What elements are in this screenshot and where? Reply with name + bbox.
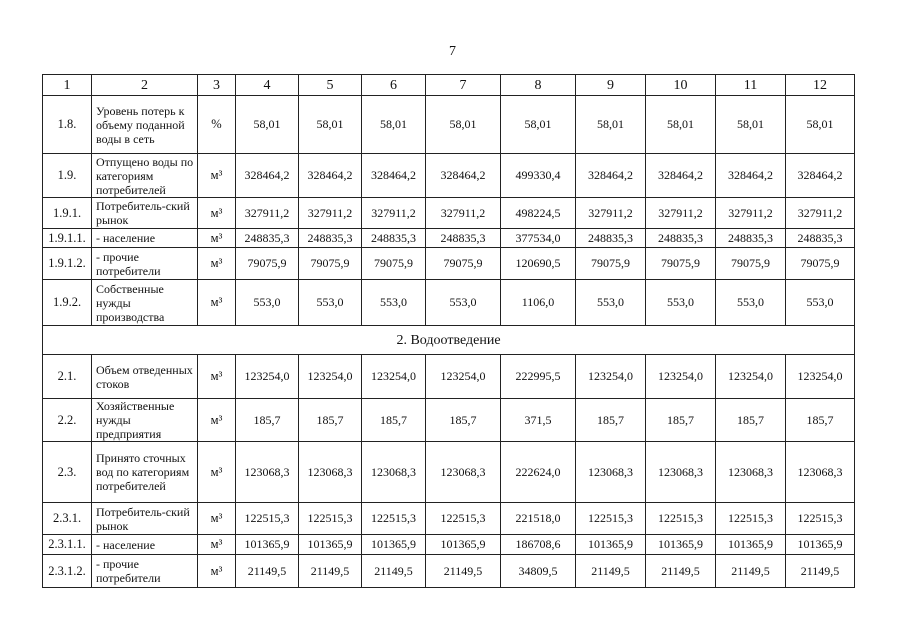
value-cell: 327911,2 (786, 198, 855, 229)
row-name: Потребитель-ский рынок (92, 198, 198, 229)
value-cell: 248835,3 (646, 229, 716, 248)
value-cell: 79075,9 (236, 248, 299, 280)
row-name: Уровень потерь к объему поданной воды в сеть (92, 96, 198, 154)
row-code: 1.9.2. (43, 280, 92, 326)
value-cell: 185,7 (426, 399, 501, 442)
value-cell: 327911,2 (426, 198, 501, 229)
value-cell: 553,0 (362, 280, 426, 326)
value-cell: 328464,2 (716, 154, 786, 198)
table-row (43, 198, 855, 229)
value-cell: 248835,3 (786, 229, 855, 248)
value-cell: 21149,5 (299, 555, 362, 588)
table-row (43, 503, 855, 535)
value-cell: 123254,0 (716, 355, 786, 399)
value-cell: 327911,2 (299, 198, 362, 229)
value-cell: 58,01 (362, 96, 426, 154)
value-cell: 327911,2 (646, 198, 716, 229)
value-cell: 101365,9 (426, 535, 501, 555)
value-cell: 553,0 (786, 280, 855, 326)
header-row (43, 75, 855, 96)
value-cell: 377534,0 (501, 229, 576, 248)
value-cell: 1106,0 (501, 280, 576, 326)
value-cell: 122515,3 (786, 503, 855, 535)
header-cell: 7 (426, 75, 501, 96)
row-code: 2.3. (43, 442, 92, 503)
value-cell: 123254,0 (576, 355, 646, 399)
value-cell: 122515,3 (426, 503, 501, 535)
row-name: - прочие потребители (92, 555, 198, 588)
value-cell: 34809,5 (501, 555, 576, 588)
value-cell: 248835,3 (716, 229, 786, 248)
value-cell: 498224,5 (501, 198, 576, 229)
value-cell: 58,01 (299, 96, 362, 154)
value-cell: 79075,9 (716, 248, 786, 280)
row-code: 1.9. (43, 154, 92, 198)
value-cell: 123254,0 (362, 355, 426, 399)
row-name: Собственные нужды производства (92, 280, 198, 326)
value-cell: 327911,2 (576, 198, 646, 229)
value-cell: 21149,5 (716, 555, 786, 588)
value-cell: 248835,3 (362, 229, 426, 248)
value-cell: 185,7 (786, 399, 855, 442)
header-cell: 3 (198, 75, 236, 96)
header-cell: 10 (646, 75, 716, 96)
section-title: 2. Водоотведение (43, 326, 855, 355)
table-row (43, 154, 855, 198)
value-cell: 58,01 (501, 96, 576, 154)
row-unit: м³ (198, 399, 236, 442)
value-cell: 21149,5 (576, 555, 646, 588)
value-cell: 185,7 (236, 399, 299, 442)
header-cell: 4 (236, 75, 299, 96)
value-cell: 123254,0 (236, 355, 299, 399)
row-name: - население (92, 229, 198, 248)
value-cell: 553,0 (236, 280, 299, 326)
row-unit: м³ (198, 280, 236, 326)
value-cell: 58,01 (236, 96, 299, 154)
value-cell: 101365,9 (576, 535, 646, 555)
value-cell: 328464,2 (646, 154, 716, 198)
value-cell: 58,01 (646, 96, 716, 154)
value-cell: 248835,3 (576, 229, 646, 248)
value-cell: 58,01 (716, 96, 786, 154)
row-unit: м³ (198, 229, 236, 248)
value-cell: 21149,5 (362, 555, 426, 588)
value-cell: 553,0 (576, 280, 646, 326)
row-unit: м³ (198, 248, 236, 280)
value-cell: 123068,3 (299, 442, 362, 503)
value-cell: 123068,3 (716, 442, 786, 503)
row-code: 1.9.1.1. (43, 229, 92, 248)
row-code: 1.9.1.2. (43, 248, 92, 280)
value-cell: 327911,2 (236, 198, 299, 229)
row-name: Принято сточных вод по категориям потребителей (92, 442, 198, 503)
value-cell: 553,0 (646, 280, 716, 326)
value-cell: 328464,2 (426, 154, 501, 198)
value-cell: 58,01 (786, 96, 855, 154)
row-unit: % (198, 96, 236, 154)
value-cell: 123254,0 (299, 355, 362, 399)
table-row (43, 96, 855, 154)
table-row (43, 248, 855, 280)
value-cell: 553,0 (426, 280, 501, 326)
value-cell: 123068,3 (426, 442, 501, 503)
row-name: - прочие потребители (92, 248, 198, 280)
row-code: 1.8. (43, 96, 92, 154)
value-cell: 79075,9 (299, 248, 362, 280)
value-cell: 553,0 (299, 280, 362, 326)
value-cell: 58,01 (426, 96, 501, 154)
value-cell: 328464,2 (299, 154, 362, 198)
value-cell: 122515,3 (236, 503, 299, 535)
row-unit: м³ (198, 154, 236, 198)
data-table (42, 74, 855, 588)
value-cell: 222624,0 (501, 442, 576, 503)
table-row (43, 535, 855, 555)
value-cell: 185,7 (716, 399, 786, 442)
value-cell: 101365,9 (236, 535, 299, 555)
value-cell: 328464,2 (236, 154, 299, 198)
value-cell: 371,5 (501, 399, 576, 442)
value-cell: 185,7 (576, 399, 646, 442)
row-name: Хозяйственные нужды предприятия (92, 399, 198, 442)
row-unit: м³ (198, 198, 236, 229)
value-cell: 79075,9 (426, 248, 501, 280)
value-cell: 123254,0 (786, 355, 855, 399)
value-cell: 122515,3 (646, 503, 716, 535)
table-row (43, 355, 855, 399)
row-unit: м³ (198, 355, 236, 399)
value-cell: 123068,3 (646, 442, 716, 503)
value-cell: 328464,2 (362, 154, 426, 198)
header-cell: 5 (299, 75, 362, 96)
value-cell: 21149,5 (646, 555, 716, 588)
header-cell: 11 (716, 75, 786, 96)
value-cell: 328464,2 (786, 154, 855, 198)
value-cell: 185,7 (362, 399, 426, 442)
row-name: Отпущено воды по категориям потребителей (92, 154, 198, 198)
value-cell: 58,01 (576, 96, 646, 154)
header-cell: 8 (501, 75, 576, 96)
row-code: 2.3.1.1. (43, 535, 92, 555)
value-cell: 21149,5 (236, 555, 299, 588)
value-cell: 101365,9 (362, 535, 426, 555)
header-cell: 12 (786, 75, 855, 96)
row-unit: м³ (198, 503, 236, 535)
value-cell: 122515,3 (299, 503, 362, 535)
value-cell: 327911,2 (362, 198, 426, 229)
value-cell: 327911,2 (716, 198, 786, 229)
row-unit: м³ (198, 442, 236, 503)
table-row (43, 280, 855, 326)
row-code: 1.9.1. (43, 198, 92, 229)
value-cell: 101365,9 (646, 535, 716, 555)
value-cell: 122515,3 (576, 503, 646, 535)
value-cell: 101365,9 (786, 535, 855, 555)
value-cell: 21149,5 (786, 555, 855, 588)
section-row (43, 326, 855, 355)
row-name: Потребитель-ский рынок (92, 503, 198, 535)
value-cell: 553,0 (716, 280, 786, 326)
header-cell: 1 (43, 75, 92, 96)
row-unit: м³ (198, 535, 236, 555)
value-cell: 248835,3 (299, 229, 362, 248)
row-code: 2.2. (43, 399, 92, 442)
value-cell: 123068,3 (576, 442, 646, 503)
table-row (43, 229, 855, 248)
value-cell: 185,7 (646, 399, 716, 442)
value-cell: 186708,6 (501, 535, 576, 555)
header-cell: 2 (92, 75, 198, 96)
value-cell: 101365,9 (716, 535, 786, 555)
header-cell: 9 (576, 75, 646, 96)
table-row (43, 555, 855, 588)
row-name: Объем отведенных стоков (92, 355, 198, 399)
value-cell: 122515,3 (362, 503, 426, 535)
value-cell: 79075,9 (786, 248, 855, 280)
row-name: - население (92, 535, 198, 555)
value-cell: 21149,5 (426, 555, 501, 588)
value-cell: 122515,3 (716, 503, 786, 535)
row-code: 2.3.1. (43, 503, 92, 535)
value-cell: 79075,9 (362, 248, 426, 280)
value-cell: 123068,3 (236, 442, 299, 503)
table-row (43, 442, 855, 503)
value-cell: 123254,0 (646, 355, 716, 399)
value-cell: 123068,3 (362, 442, 426, 503)
value-cell: 221518,0 (501, 503, 576, 535)
value-cell: 248835,3 (426, 229, 501, 248)
row-code: 2.3.1.2. (43, 555, 92, 588)
value-cell: 222995,5 (501, 355, 576, 399)
row-unit: м³ (198, 555, 236, 588)
value-cell: 123068,3 (786, 442, 855, 503)
value-cell: 123254,0 (426, 355, 501, 399)
value-cell: 185,7 (299, 399, 362, 442)
value-cell: 101365,9 (299, 535, 362, 555)
value-cell: 328464,2 (576, 154, 646, 198)
header-cell: 6 (362, 75, 426, 96)
value-cell: 120690,5 (501, 248, 576, 280)
value-cell: 248835,3 (236, 229, 299, 248)
table-row (43, 399, 855, 442)
value-cell: 79075,9 (646, 248, 716, 280)
value-cell: 499330,4 (501, 154, 576, 198)
value-cell: 79075,9 (576, 248, 646, 280)
page-number: 7 (449, 44, 456, 59)
row-code: 2.1. (43, 355, 92, 399)
